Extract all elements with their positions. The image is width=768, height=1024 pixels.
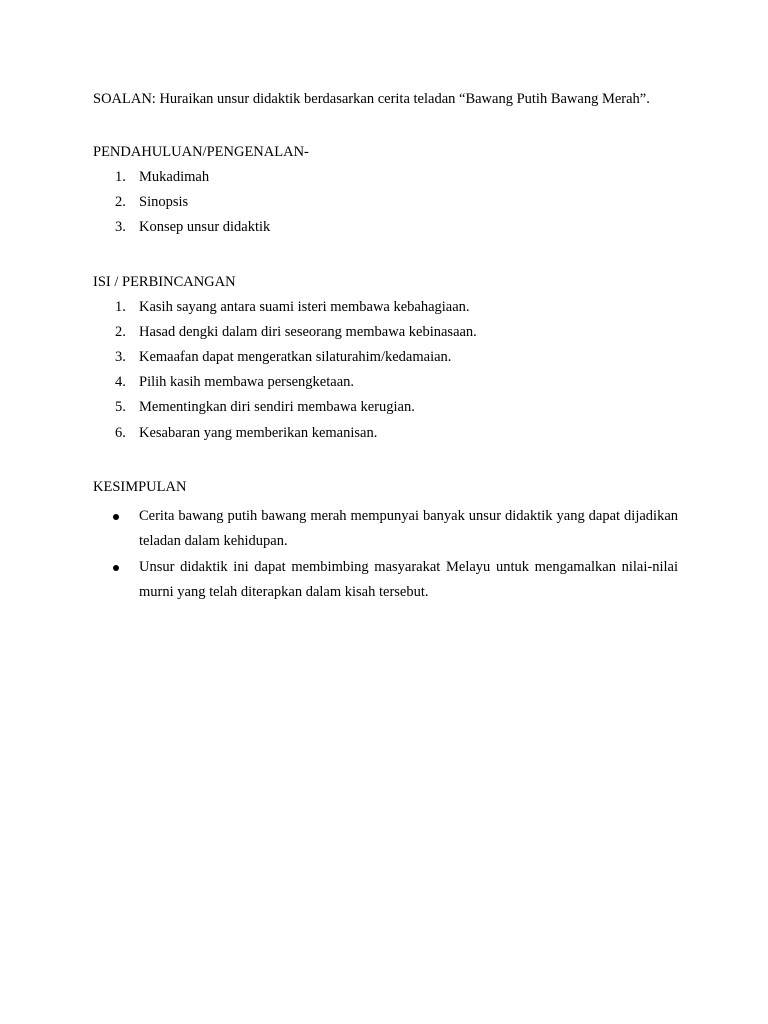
list-item bbox=[93, 370, 678, 395]
document-page bbox=[93, 87, 678, 606]
list-item-text: Kemaafan dapat mengeratkan silaturahim/kedamaian. bbox=[139, 349, 452, 366]
list-item-text: Mementingkan diri sendiri membawa kerugian. bbox=[139, 399, 415, 416]
list-item bbox=[93, 215, 678, 240]
intro-heading: PENDAHULUAN/PENGENALAN- bbox=[93, 144, 309, 160]
list-number: 3. bbox=[115, 349, 126, 366]
list-item-text: Konsep unsur didaktik bbox=[139, 219, 271, 236]
conclusion-list bbox=[93, 504, 678, 605]
list-item-text: Sinopsis bbox=[139, 194, 189, 211]
body-heading: ISI / PERBINCANGAN bbox=[93, 273, 236, 290]
list-item-text: Cerita bawang putih bawang merah mempunyai banyak unsur didaktik yang dapat dijadikan teladan dalam kehidupan. bbox=[139, 507, 678, 549]
question-text: SOALAN: Huraikan unsur didaktik berdasarkan cerita teladan “Bawang Putih Bawang Merah”. bbox=[93, 91, 650, 107]
list-item-text: Pilih kasih membawa persengketaan. bbox=[139, 374, 355, 391]
list-number: 2. bbox=[115, 194, 126, 211]
list-item-text: Unsur didaktik ini dapat membimbing masyarakat Melayu untuk mengamalkan nilai-nilai murni yang telah diterapkan dalam kisah tersebut. bbox=[139, 558, 678, 600]
list-item bbox=[93, 421, 678, 446]
list-item bbox=[93, 555, 678, 605]
list-item-text: Hasad dengki dalam diri seseorang membawa kebinasaan. bbox=[139, 323, 477, 340]
list-number: 6. bbox=[115, 424, 126, 441]
body-list bbox=[93, 295, 678, 446]
list-item bbox=[93, 295, 678, 320]
bullet-icon bbox=[113, 514, 119, 520]
list-number: 4. bbox=[115, 374, 126, 391]
conclusion-heading: KESIMPULAN bbox=[93, 478, 187, 495]
list-number: 1. bbox=[115, 298, 126, 315]
list-item bbox=[93, 395, 678, 420]
list-item bbox=[93, 504, 678, 554]
list-item-text: Kesabaran yang memberikan kemanisan. bbox=[139, 424, 378, 441]
list-number: 1. bbox=[115, 169, 126, 185]
list-item-text: Kasih sayang antara suami isteri membawa kebahagiaan. bbox=[139, 298, 470, 315]
list-number: 3. bbox=[115, 219, 126, 236]
list-item bbox=[93, 320, 678, 345]
bullet-icon bbox=[113, 565, 119, 571]
list-item-text: Mukadimah bbox=[139, 169, 210, 185]
list-item bbox=[93, 345, 678, 370]
list-number: 2. bbox=[115, 323, 126, 340]
list-item bbox=[93, 165, 678, 190]
intro-list bbox=[93, 165, 678, 241]
list-item bbox=[93, 190, 678, 215]
list-number: 5. bbox=[115, 399, 126, 416]
